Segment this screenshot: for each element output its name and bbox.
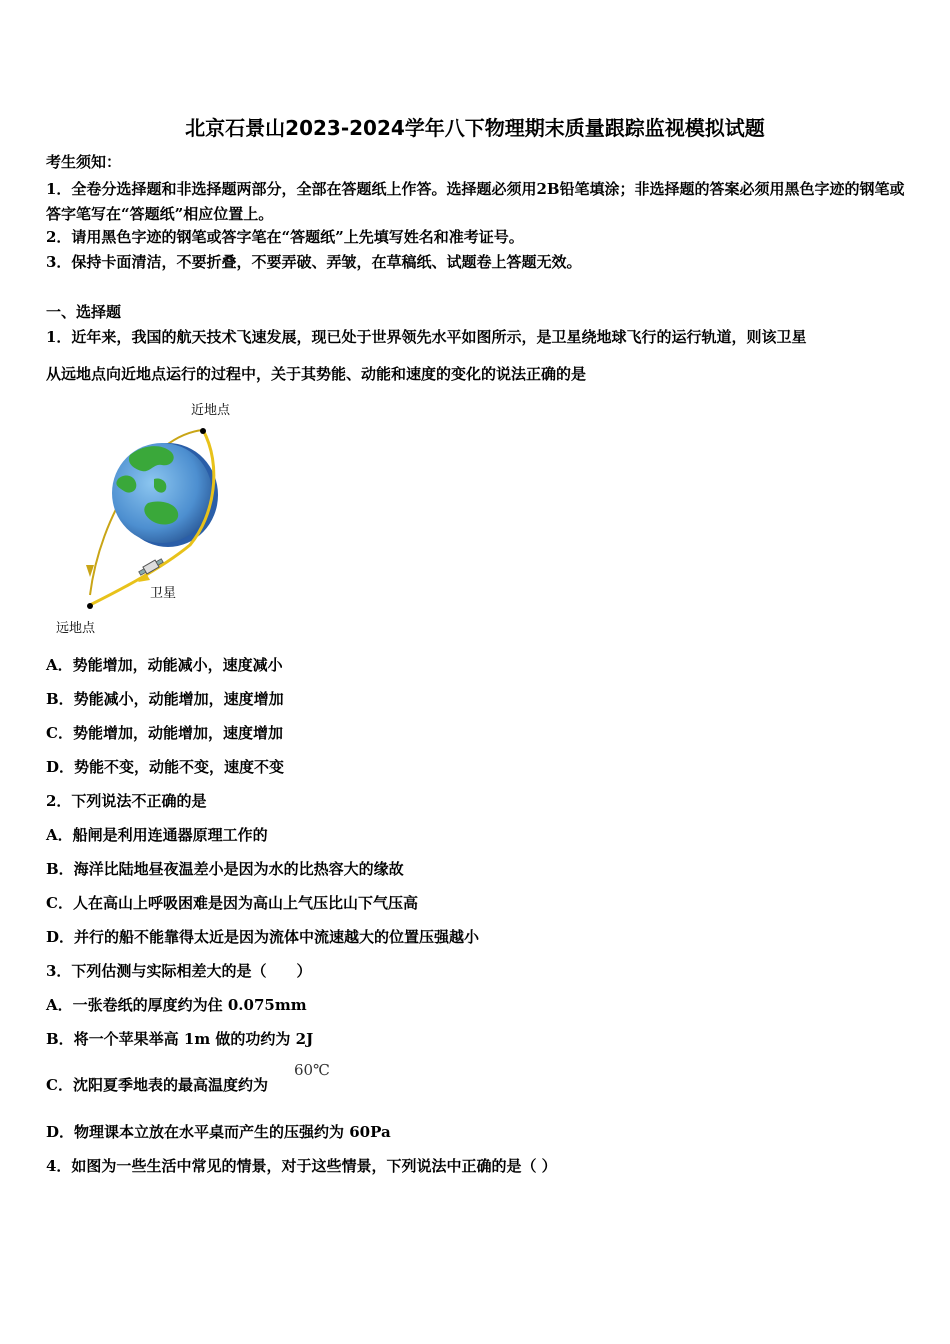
apogee-label: 远地点 [56,621,96,636]
question-4-stem: 4．如图为一些生活中常见的情景，对于这些情景，下列说法中正确的是（ ） [46,1157,557,1175]
question-1-option-b: B．势能减小，动能增加，速度增加 [46,690,284,708]
orbit-figure [50,395,250,640]
question-3-stem: 3．下列估测与实际相差大的是（ ） [46,962,312,980]
question-2-option-b: B．海洋比陆地昼夜温差小是因为水的比热容大的缘故 [46,860,404,878]
section-heading: 一、选择题 [46,303,122,321]
question-2-option-d: D．并行的船不能靠得太近是因为流体中流速越大的位置压强越小 [46,928,480,946]
notice-item-1: 1．全卷分选择题和非选择题两部分，全部在答题纸上作答。选择题必须用2B铅笔填涂；非选择题的答案必须用黑色字迹的钢笔或答字笔写在“答题纸”相应位置上。 [46,180,905,223]
apogee-dot [87,603,93,609]
question-3-option-b: B．将一个苹果举高 1m 做的功约为 2J [46,1030,314,1048]
question-3-option-a: A．一张卷纸的厚度约为住 0.075mm [46,996,307,1014]
question-3-option-d: D．物理课本立放在水平桌而产生的压强约为 60Pa [46,1123,391,1141]
notice-item-3: 3．保持卡面清洁，不要折叠，不要弄破、弄皱，在草稿纸、试题卷上答题无效。 [46,253,582,271]
question-1-option-c: C．势能增加，动能增加，速度增加 [46,724,283,742]
satellite-label: 卫星 [150,586,177,601]
question-1-stem-line-2: 从远地点向近地点运行的过程中，关于其势能、动能和速度的变化的说法正确的是 [46,365,587,383]
perigee-dot [200,428,206,434]
question-1-stem-line-1: 1．近年来，我国的航天技术飞速发展，现已处于世界领先水平如图所示，是卫星绕地球飞行的运行轨道，则该卫星 [46,328,807,346]
notice-item-2: 2．请用黑色字迹的钢笔或答字笔在“答题纸”上先填写姓名和准考证号。 [46,228,524,246]
orbit-diagram [50,395,250,640]
perigee-label: 近地点 [191,403,231,418]
question-2-option-c: C．人在高山上呼吸困难是因为高山上气压比山下气压高 [46,894,418,912]
notice-heading: 考生须知： [46,153,122,171]
temperature-value: 60℃ [294,1061,330,1079]
question-2-stem: 2．下列说法不正确的是 [46,792,207,810]
question-1-option-d: D．势能不变，动能不变，速度不变 [46,758,285,776]
question-3-option-c: C．沈阳夏季地表的最高温度约为 [46,1076,268,1094]
question-2-option-a: A．船闸是利用连通器原理工作的 [46,826,268,844]
page-title: 北京石景山2023-2024学年八下物理期末质量跟踪监视模拟试题 [185,116,765,140]
question-1-option-a: A．势能增加，动能减小，速度减小 [46,656,283,674]
